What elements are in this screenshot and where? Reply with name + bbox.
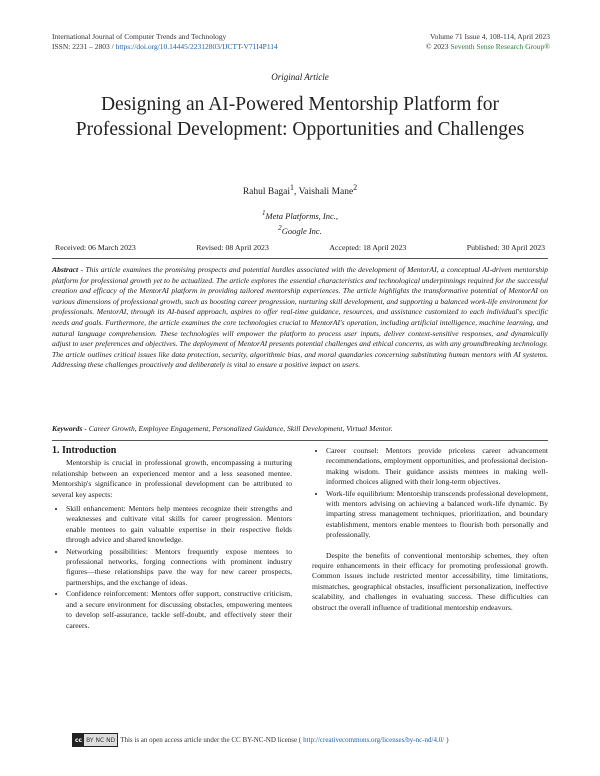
publication-dates xyxy=(55,243,545,252)
license-link[interactable]: http://creativecommons.org/licenses/by-nc-nd/4.0/ xyxy=(303,736,445,744)
volume-header xyxy=(426,32,550,52)
volume-info: Volume 71 Issue 4, 108-114, April 2023 xyxy=(430,32,550,41)
author-separator: , xyxy=(294,187,299,198)
issn-doi-line xyxy=(52,42,278,52)
paper-title: Designing an AI-Powered Mentorship Platform for Professional Development: Opportunities and Challenges xyxy=(75,94,525,140)
issn: ISSN: 2231 – 2803 / xyxy=(52,42,114,51)
list-item: • Skill enhancement: Mentors help mentees recognize their strengths and weaknesses and cultivate vital skills for career progression. Mentors enable mentees to gain valuable expertise in their respective fields through advice and shared knowledge. xyxy=(66,504,292,546)
author-1: Rahul Bagai xyxy=(242,187,291,198)
license-text: This is an open access article under the CC BY-NC-ND license ( xyxy=(120,736,302,744)
author-1-sup: 1 xyxy=(290,183,294,192)
authors xyxy=(0,183,600,197)
bullet-list-left xyxy=(52,504,292,631)
journal-header xyxy=(52,32,278,52)
bullet-list-right xyxy=(312,446,548,541)
copyright-line xyxy=(426,42,550,52)
top-divider xyxy=(52,258,548,259)
author-2: Vaishali Mane xyxy=(298,187,354,198)
license-footer xyxy=(72,733,449,747)
list-item: • Confidence reinforcement: Mentors offer support, constructive criticism, and a secure environment for discussing obstacles, empowering mentees to develop self-assurance, tackle self-doubt, and effectively steer their careers. xyxy=(66,589,292,631)
keywords-label: Keywords xyxy=(52,424,83,433)
affiliations xyxy=(0,207,600,237)
cc-icon: cc xyxy=(73,734,84,746)
accepted-date: Accepted: 18 April 2023 xyxy=(329,243,407,252)
revised-date: Revised: 08 April 2023 xyxy=(196,243,269,252)
keywords-divider xyxy=(52,440,548,441)
intro-paragraph-1: Mentorship is crucial in professional growth, encompassing a nurturing relationship between an experienced mentor and a less seasoned mentee. Mentorship's significance in professional development can be attributed to several key aspects: xyxy=(52,458,292,499)
list-item: • Work-life equilibrium: Mentorship transcends professional development, with mentors advising on achieving a balanced work-life dynamic. By imparting stress management techniques, prioritization, and boundary establishment, mentors enable mentees to flourish both personally and professionally. xyxy=(326,489,548,541)
doi-link[interactable]: https://doi.org/10.14445/22312803/IJCTT-V71I4P114 xyxy=(115,42,278,51)
keywords xyxy=(52,424,548,433)
article-type: Original Article xyxy=(271,72,329,82)
abstract xyxy=(52,265,548,371)
by-nc-nd-icon: BY NC ND xyxy=(84,734,117,746)
section-heading-introduction: 1. Introduction xyxy=(52,445,117,456)
abstract-label: Abstract xyxy=(52,265,79,274)
keywords-text: - Career Growth, Employee Engagement, Personalized Guidance, Skill Development, Virtual Mentor. xyxy=(82,424,393,433)
list-item: • Networking possibilities: Mentors frequently expose mentees to professional networks, forging connections with prominent industry figures—these relationships pave the way for new career prospects, partnerships, and the exchange of ideas. xyxy=(66,547,292,589)
abstract-text: - This article examines the promising prospects and potential hurdles associated with the development of MentorAI, a conceptual AI-driven mentorship platform for professional growth yet to be actualized. The article explores the essential characteristics and technological underpinnings required for the successful creation and efficacy of the MentorAI platform in providing tailored mentorship experiences. The article highlights the transformative potential of MentorAI on various dimensions of professional growth, such as boosting career progression, nurturing skill development, and supporting a balanced work-life environment for professionals. MentorAI, through its AI-based approach, aspires to offer real-time guidance, resources, and assistance customized to each individual's specific needs and goals. Furthermore, the article examines the core technologies crucial to MentorAI's operation, including artificial intelligence, machine learning, and natural language comprehension. These technologies will empower the platform to process user inputs, deliver context-sensitive responses, and dynamically adjust to user preferences and objectives. The deployment of MentorAI presents potential challenges and ethical concerns, as with any groundbreaking technology. The article outlines critical issues like data protection, security, algorithmic bias, and moral quandaries concerning substituting human mentors with AI systems. Addressing these challenges proactively and deliberately is vital to ensure a positive impact on users. xyxy=(52,265,548,370)
copyright-year: © 2023 xyxy=(425,42,449,51)
affiliation-2: $^2$Google Inc. xyxy=(278,223,322,236)
list-item: • Career counsel: Mentors provide priceless career advancement recommendations, employment opportunities, and professional decision-making wisdom. Their guidance assists mentees in making well-informed choices aligned with their long-term objectives. xyxy=(326,446,548,488)
license-close: ) xyxy=(446,736,449,744)
cc-license-badge[interactable] xyxy=(72,733,118,747)
affiliation-1: $^1$Meta Platforms, Inc., xyxy=(261,209,339,221)
journal-name: International Journal of Computer Trends and Technology xyxy=(52,32,227,41)
received-date: Received: 06 March 2023 xyxy=(55,243,136,252)
left-column xyxy=(52,446,292,632)
right-column xyxy=(312,446,548,617)
author-2-sup: 2 xyxy=(353,183,358,192)
publisher-name: Seventh Sense Research Group® xyxy=(450,42,550,51)
published-date: Published: 30 April 2023 xyxy=(466,243,545,252)
intro-paragraph-2: Despite the benefits of conventional mentorship schemes, they often require enhancements in their efficacy for promoting professional growth. Common issues include restricted mentor accessibility, time limitations, mismatches, geographical obstacles, insufficient personalization, ineffective scalability, and challenges in evaluating success. These difficulties can obstruct the overall influence of traditional mentorship endeavors. xyxy=(312,550,548,612)
